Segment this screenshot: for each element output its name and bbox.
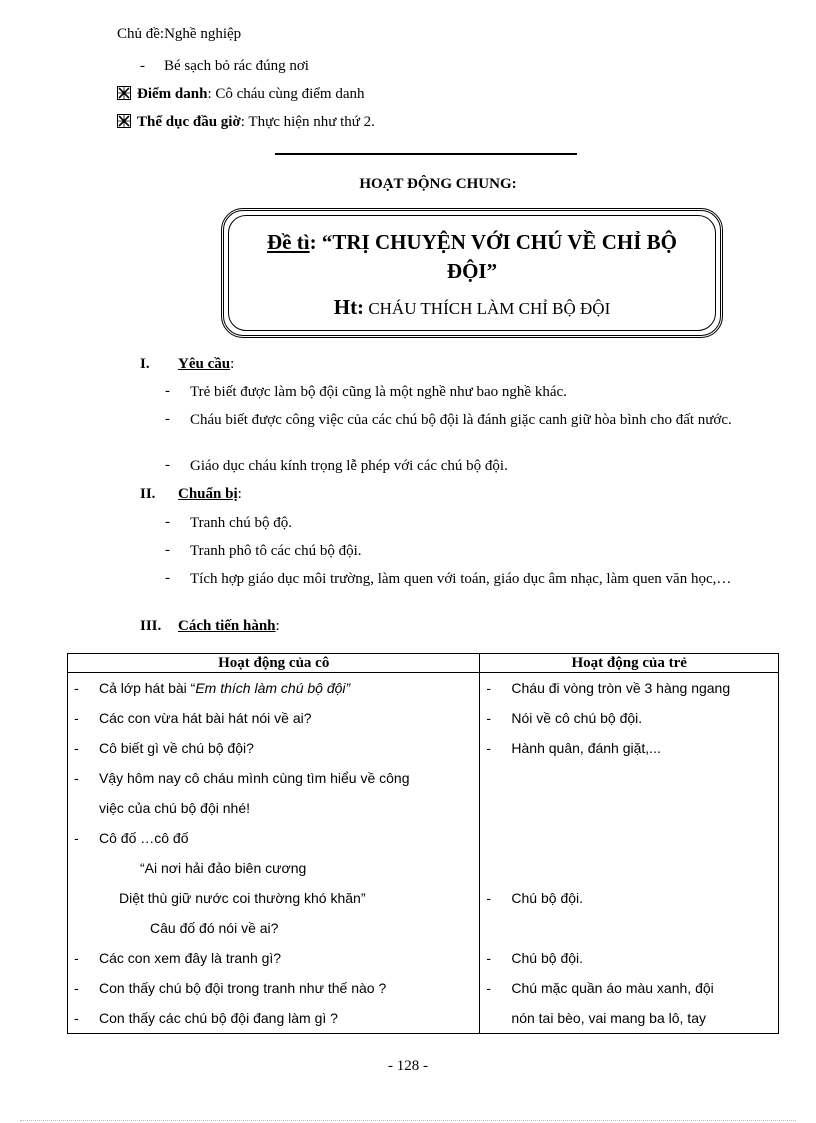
cell-text: Chú bộ đội. bbox=[511, 950, 584, 966]
list-dash: - bbox=[165, 514, 170, 530]
table-row bbox=[68, 1003, 779, 1034]
cell-dash: - bbox=[74, 680, 79, 696]
teacher-cell bbox=[68, 673, 479, 703]
table-header-row bbox=[68, 654, 779, 673]
subtitle-text: CHÁU THÍCH LÀM CHỈ BỘ ĐỘI bbox=[364, 299, 611, 318]
section-colon: : bbox=[237, 486, 242, 502]
list-item bbox=[165, 411, 757, 430]
section-number: II. bbox=[140, 486, 156, 502]
table-row bbox=[68, 913, 779, 943]
list-text: Trẻ biết được làm bộ đội cũng là một nghề như bao nghề khác. bbox=[190, 384, 567, 400]
teacher-cell bbox=[68, 823, 479, 853]
cell-dash: - bbox=[74, 710, 79, 726]
cell-text: Cô đố …cô đố bbox=[99, 830, 189, 846]
title-text-1: “TRỊ CHUYỆN VỚI CHÚ VỀ CHỈ BỘ bbox=[316, 230, 677, 254]
page-edge-dotted-line bbox=[20, 1120, 796, 1121]
subtitle-label: Ht: bbox=[333, 295, 365, 319]
cell-dash: - bbox=[486, 710, 492, 726]
list-text: Tích hợp giáo dục môi trường, làm quen với toán, giáo dục âm nhạc, làm quen văn học,… bbox=[190, 571, 732, 587]
cell-text: Các con xem đây là tranh gì? bbox=[99, 950, 282, 966]
cell-text: nón tai bèo, vai mang ba lô, tay bbox=[511, 1010, 706, 1026]
title-topic-colon: : bbox=[309, 230, 317, 254]
cell-dash: - bbox=[486, 740, 492, 756]
list-dash: - bbox=[165, 411, 170, 427]
attendance-text: : Cô cháu cùng điểm danh bbox=[207, 86, 365, 102]
teacher-column-header: Hoạt động của cô bbox=[68, 654, 480, 673]
teacher-cell bbox=[68, 733, 479, 763]
cell-dash: - bbox=[486, 890, 492, 906]
child-cell bbox=[480, 823, 778, 853]
topic-line: Chủ đề:Nghề nghiệp bbox=[117, 26, 242, 42]
checkbox-x-icon bbox=[117, 114, 131, 128]
list-dash: - bbox=[165, 570, 170, 586]
child-cell bbox=[480, 673, 778, 703]
section-requirements bbox=[140, 356, 234, 373]
title-frame bbox=[221, 208, 723, 338]
child-cell bbox=[480, 733, 778, 763]
cell-dash: - bbox=[74, 980, 79, 996]
cell-text: Cháu đi vòng tròn về 3 hàng ngang bbox=[511, 680, 731, 696]
title-line-1 bbox=[224, 230, 720, 255]
child-cell bbox=[480, 793, 778, 823]
child-cell bbox=[480, 1003, 778, 1033]
cell-text: Các con vừa hát bài hát nói về ai? bbox=[99, 710, 312, 726]
teacher-cell bbox=[68, 913, 479, 943]
cell-dash: - bbox=[74, 740, 79, 756]
bullet-clean-trash: Bé sạch bỏ rác đúng nơi bbox=[164, 58, 309, 74]
teacher-cell bbox=[68, 1003, 479, 1033]
cell-text: Cô biết gì về chú bộ đội? bbox=[99, 740, 254, 756]
section-number: I. bbox=[140, 356, 150, 372]
table-row bbox=[68, 763, 779, 793]
cell-dash: - bbox=[74, 830, 79, 846]
cell-text: Con thấy các chú bộ đội đang làm gì ? bbox=[99, 1010, 338, 1026]
cell-dash: - bbox=[486, 680, 492, 696]
cell-dash: - bbox=[74, 950, 79, 966]
cell-text: Nói về cô chú bộ đội. bbox=[511, 710, 643, 726]
teacher-cell bbox=[68, 853, 479, 883]
teacher-cell bbox=[68, 703, 479, 733]
exercise-label: Thể dục đầu giờ bbox=[137, 114, 241, 130]
teacher-cell bbox=[68, 793, 479, 823]
teacher-cell bbox=[68, 973, 479, 1003]
title-line-2: ĐỘI” bbox=[446, 259, 498, 283]
child-cell bbox=[480, 883, 778, 913]
cell-text: Hành quân, đánh giặt,... bbox=[511, 740, 661, 756]
list-item bbox=[165, 383, 757, 402]
list-dash: - bbox=[165, 542, 170, 558]
child-cell bbox=[480, 913, 778, 943]
title-topic-label: Đề tì bbox=[267, 230, 310, 254]
cell-dash: - bbox=[486, 950, 492, 966]
section-title: Yêu cầu bbox=[178, 356, 231, 372]
section-colon: : bbox=[275, 618, 280, 634]
teacher-cell bbox=[68, 943, 479, 973]
child-cell bbox=[480, 973, 778, 1003]
section-colon: : bbox=[230, 356, 235, 372]
cell-text: việc của chú bộ đội nhé! bbox=[99, 800, 250, 816]
exercise-line bbox=[117, 114, 375, 131]
attendance-label: Điểm danh bbox=[137, 86, 208, 102]
list-text: Tranh chú bộ độ. bbox=[190, 515, 292, 531]
cell-dash: - bbox=[486, 980, 492, 996]
list-item bbox=[165, 542, 757, 561]
cell-text: Vậy hôm nay cô cháu mình cùng tìm hiểu về công bbox=[99, 770, 410, 786]
section-number: III. bbox=[140, 618, 162, 634]
attendance-line bbox=[117, 86, 364, 103]
subtitle-line bbox=[224, 295, 720, 320]
table-row bbox=[68, 853, 779, 883]
table-row bbox=[68, 733, 779, 763]
cell-text: “Ai nơi hải đảo biên cương bbox=[140, 860, 307, 876]
list-item bbox=[165, 570, 757, 589]
table-row bbox=[68, 823, 779, 853]
cell-text: Chú bộ đội. bbox=[511, 890, 584, 906]
cell-text: Chú mặc quần áo màu xanh, đội bbox=[511, 980, 714, 996]
list-item bbox=[165, 514, 757, 533]
cell-dash: - bbox=[74, 770, 79, 786]
table-row bbox=[68, 703, 779, 733]
bullet-dash: - bbox=[140, 58, 145, 74]
child-column-header: Hoạt động của trẻ bbox=[480, 654, 779, 673]
cell-text: Con thấy chú bộ đội trong tranh như thế nào ? bbox=[99, 980, 387, 996]
checkbox-x-icon bbox=[117, 86, 131, 100]
table-row bbox=[68, 673, 779, 704]
section-preparation bbox=[140, 486, 242, 503]
table-row bbox=[68, 883, 779, 913]
cell-text: Câu đố đó nói về ai? bbox=[150, 920, 279, 936]
table-row bbox=[68, 943, 779, 973]
page-number: - 128 - bbox=[388, 1058, 428, 1074]
list-text: Giáo dục cháu kính trọng lễ phép với các chú bộ đội. bbox=[190, 458, 508, 474]
activity-table bbox=[67, 653, 779, 1034]
child-cell bbox=[480, 763, 778, 793]
divider-rule bbox=[275, 153, 577, 155]
child-cell bbox=[480, 943, 778, 973]
activity-heading: HOẠT ĐỘNG CHUNG: bbox=[359, 176, 517, 192]
list-text: Cháu biết được công việc của các chú bộ đội là đánh giặc canh giữ hòa bình cho đất nước. bbox=[190, 412, 732, 428]
cell-text: Cả lớp hát bài “Em thích làm chú bộ đội” bbox=[99, 680, 351, 696]
list-text: Tranh phô tô các chú bộ đội. bbox=[190, 543, 362, 559]
section-procedure bbox=[140, 618, 280, 635]
section-title: Chuẩn bị bbox=[178, 486, 238, 502]
cell-dash: - bbox=[74, 1010, 79, 1026]
table-row bbox=[68, 793, 779, 823]
table-row bbox=[68, 973, 779, 1003]
list-dash: - bbox=[165, 457, 170, 473]
list-item bbox=[165, 457, 757, 476]
list-dash: - bbox=[165, 383, 170, 399]
cell-text: Diệt thù giữ nước coi thường khó khăn” bbox=[119, 890, 366, 906]
teacher-cell bbox=[68, 883, 479, 913]
teacher-cell bbox=[68, 763, 479, 793]
child-cell bbox=[480, 853, 778, 883]
child-cell bbox=[480, 703, 778, 733]
exercise-text: : Thực hiện như thứ 2. bbox=[240, 114, 375, 130]
section-title: Cách tiến hành bbox=[178, 618, 276, 634]
